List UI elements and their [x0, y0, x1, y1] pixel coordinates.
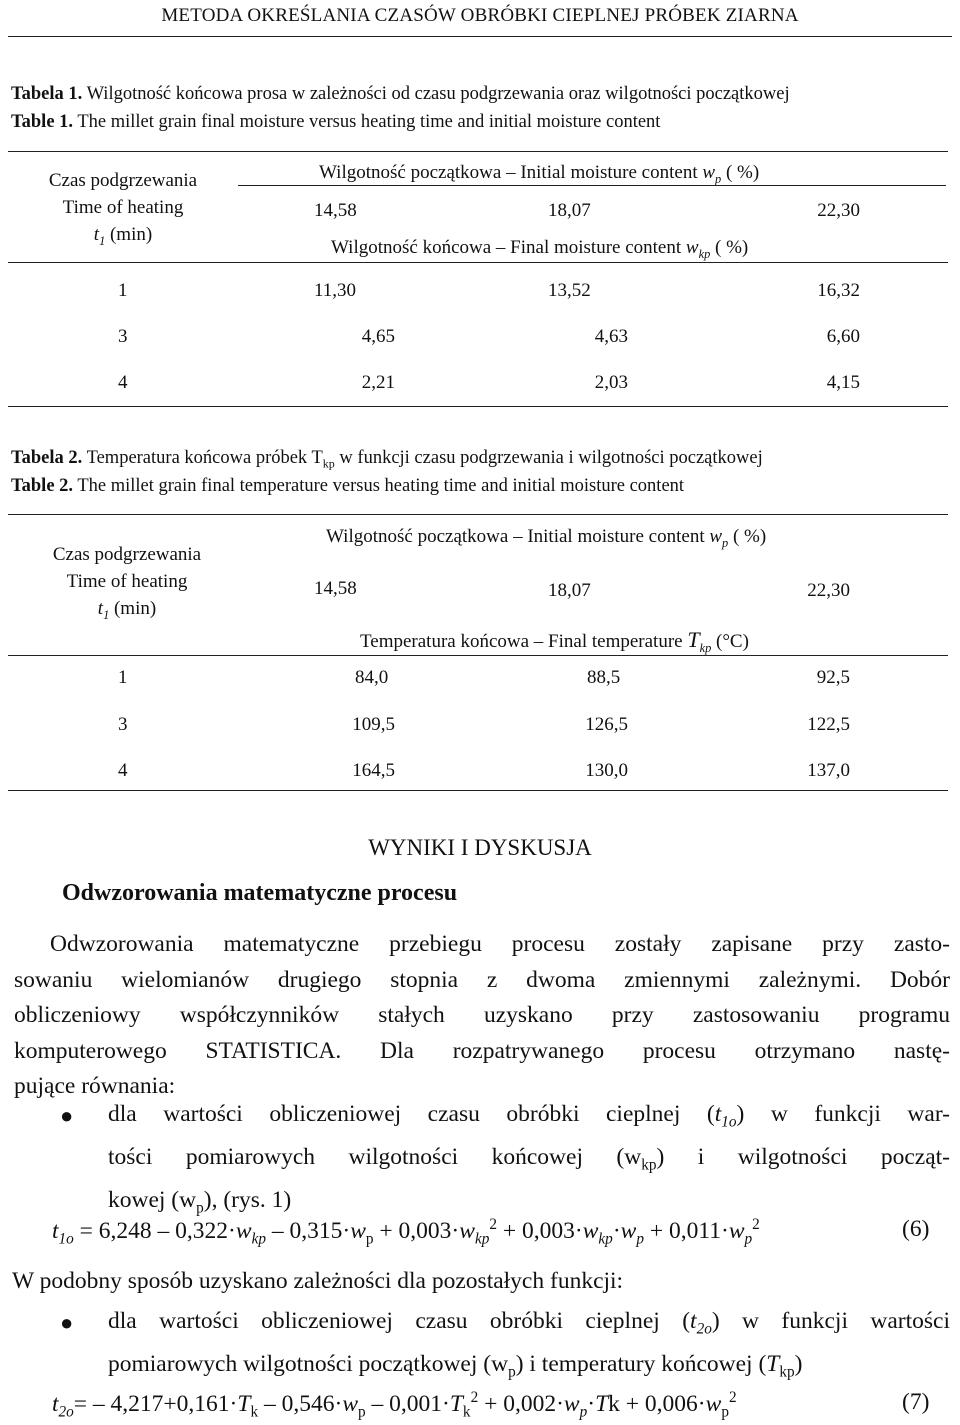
bullet-dot-icon: ●: [60, 1103, 74, 1128]
table1-cell: 11,30: [314, 280, 357, 301]
table2-caption-pl: Tabela 2. Temperatura końcowa próbek $T_{kp}$ w funkcji czasu podgrzewania i wilgotności początkowej: [11, 448, 763, 471]
equation-7-number: (7): [902, 1389, 930, 1415]
table1-cell: 2,21: [361, 372, 395, 393]
section-title: WYNIKI I DYSKUSJA: [368, 835, 592, 860]
table2-header-rule: [8, 655, 948, 656]
table2-cell: 126,5: [585, 714, 628, 735]
table1-caption-pl: Tabela 1. Wilgotność końcowa prosa w zależności od czasu podgrzewania oraz wilgotności początkowej: [11, 84, 790, 104]
table2-cell: 109,5: [352, 714, 395, 735]
table2-initial-value: 22,30: [807, 580, 850, 601]
table1-cell: 4,63: [594, 326, 628, 347]
bullet-1-text: dla wartości obliczeniowej czasu obróbki cieplnej $(t_{1o})$ w funkcji war- tości pomiarowych wilgotności końcowej $(w_{kp})$ i wilgotności począt- kowej $(w_p)$, (rys. 1): [108, 1101, 951, 1218]
subsection-title: Odwzorowania matematyczne procesu: [62, 880, 458, 906]
table1-cell: 4,15: [826, 372, 860, 393]
paragraph-line: komputerowego STATISTICA. Dla rozpatrywanego procesu otrzymano nastę-: [14, 1037, 950, 1064]
table1-bottom-rule: [8, 406, 948, 407]
table2-cell: 84,0: [355, 667, 389, 688]
header-rule: [8, 36, 952, 37]
table1-cell: 13,52: [548, 280, 591, 301]
table2-initial-header: Wilgotność początkowa – Initial moisture content $w_p$ ( %): [326, 526, 767, 550]
table1-top-rule: [8, 151, 948, 152]
table1-initial-value: 22,30: [817, 200, 860, 221]
table1-cell: 4,65: [361, 326, 395, 347]
table1-header-rule: [8, 262, 948, 263]
table2-initial-value: 14,58: [314, 578, 357, 599]
table2-caption-en: Table 2. The millet grain final temperature versus heating time and initial moisture content: [11, 476, 685, 496]
table1-final-header: Wilgotność końcowa – Final moisture content $w_{kp}$ ( %): [331, 237, 749, 261]
table2-final-header: Temperatura końcowa – Final temperature $T_{kp}$ (°C): [360, 627, 749, 655]
table2-cell: 137,0: [807, 760, 850, 781]
paragraph-2: W podobny sposób uzyskano zależności dla pozostałych funkcji:: [12, 1268, 624, 1294]
table2-rowhead-unit: $t_1$ (min): [97, 598, 157, 622]
table1-initial-header: Wilgotność początkowa – Initial moisture content $w_p$ ( %): [319, 162, 760, 186]
table2-bottom-rule: [8, 790, 948, 791]
table1-time: 3: [118, 326, 128, 347]
table2-initial-value: 18,07: [548, 580, 591, 601]
table2-cell: 164,5: [352, 760, 395, 781]
paragraph-line: Odwzorowania matematyczne przebiegu procesu zostały zapisane przy zasto-: [50, 931, 950, 957]
running-header: METODA OKREŚLANIA CZASÓW OBRÓBKI CIEPLNEJ PRÓBEK ZIARNA: [161, 5, 799, 26]
table2-time: 4: [118, 760, 128, 781]
equation-7: $t_{2o}= - 4,217+0,161\cdot T_k - 0,546\cdot w_p - 0,001\cdot T_k^2 + 0,002\cdot w_p\cdot Tk + 0,006\cdot w_p^2$: [52, 1389, 737, 1421]
table2-cell: 92,5: [816, 667, 850, 688]
paragraph-line: obliczeniowy współczynników stałych uzyskano przy zastosowaniu programu: [14, 1002, 950, 1028]
paragraph-1: [14, 927, 950, 1105]
equation-6: $t_{1o} = 6,248 - 0,322\cdot w_{kp} - 0,315\cdot w_p + 0,003\cdot w_{kp}^2 + 0,003\cdot w_{kp}\cdot w_p + 0,011\cdot w_p^2$: [52, 1216, 760, 1248]
paragraph-line: pujące równania:: [14, 1073, 176, 1099]
table1-rowhead-unit: $t_1$ (min): [93, 224, 153, 248]
table2-rowhead-pl: Czas podgrzewania: [52, 544, 202, 565]
paragraph-line: sowaniu wielomianów drugiego stopnia z dwoma zmiennymi zależnymi. Dobór: [14, 966, 950, 993]
table2-cell: 88,5: [587, 667, 621, 688]
bullet-dot-icon: ●: [60, 1310, 74, 1335]
table1-time: 4: [118, 372, 128, 393]
equation-6-number: (6): [902, 1216, 930, 1242]
table1-rowhead-pl: Czas podgrzewania: [48, 170, 198, 191]
table1-initial-value: 18,07: [548, 200, 591, 221]
table2-time: 1: [118, 667, 128, 688]
table1-caption-en: Table 1. The millet grain final moisture versus heating time and initial moisture content: [11, 112, 661, 132]
table1-time: 1: [118, 280, 128, 301]
table1-initial-rule: [238, 185, 946, 186]
table1-cell: 2,03: [594, 372, 628, 393]
table2-rowhead-en: Time of heating: [66, 571, 188, 592]
table1-initial-value: 14,58: [314, 200, 357, 221]
table1-cell: 16,32: [817, 280, 860, 301]
table1-cell: 6,60: [826, 326, 860, 347]
table2-cell: 130,0: [585, 760, 628, 781]
table2-top-rule: [8, 514, 948, 515]
table1-rowhead-en: Time of heating: [62, 197, 184, 218]
table2-cell: 122,5: [807, 714, 850, 735]
bullet-2-text: dla wartości obliczeniowej czasu obróbki cieplnej $(t_{2o})$ w funkcji wartości pomiarowych wilgotności początkowej $(w_p)$ i temperatury końcowej $(T_{kp})$: [108, 1308, 950, 1381]
table2-time: 3: [118, 714, 128, 735]
